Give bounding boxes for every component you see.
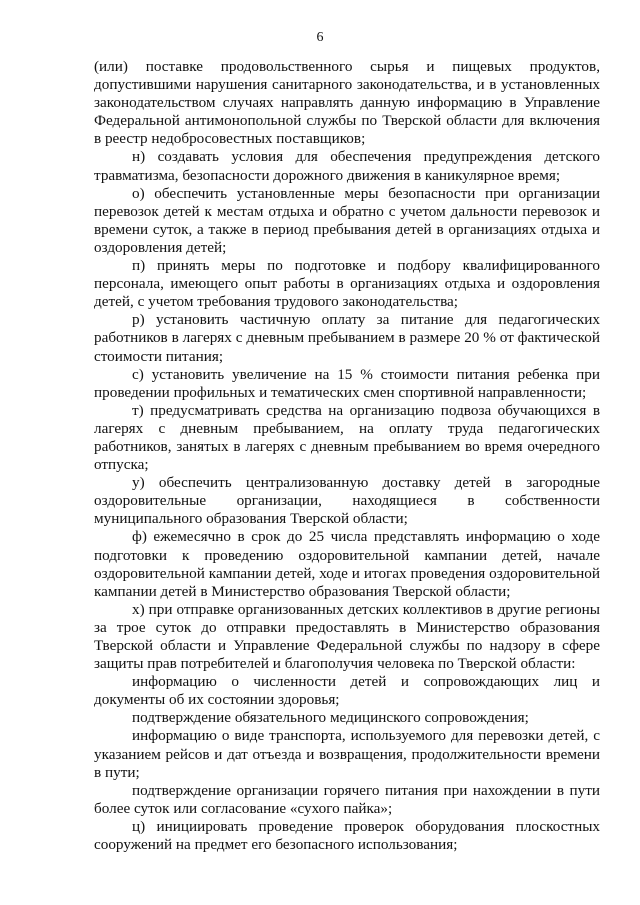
paragraph-item-h: х) при отправке организованных детских коллективов в другие регионы за трое суток до отправки предоставлять в Министерство образования Тверской области и Управление Федеральной службы по надзору в сфере защиты прав потребителей и благополучия человека по Тверской области: — [94, 600, 600, 673]
paragraph-item-f: ф) ежемесячно в срок до 25 числа представлять информацию о ходе подготовки к проведению оздоровительной кампании детей, начале оздоровительной кампании детей, ходе и итогах проведения оздоровительной кампании детей в Министерство образования Тверской области; — [94, 528, 600, 600]
paragraph-item-u: у) обеспечить централизованную доставку детей в загородные оздоровительные организации, находящиеся в собственности муниципального образования Тверской области; — [94, 474, 600, 528]
paragraph-subitem-meals: подтверждение организации горячего питания при нахождении в пути более суток или согласование «сухого пайка»; — [94, 781, 600, 817]
paragraph-subitem-transport: информацию о виде транспорта, используемого для перевозки детей, с указанием рейсов и дат отъезда и возвращения, продолжительности времени в пути; — [94, 727, 600, 781]
paragraph-continuation: (или) поставке продовольственного сырья и пищевых продуктов, допустившими нарушения санитарного законодательства, и в установленных законодательством случаях направлять данную информацию в Управление Федеральной антимонопольной службы по Тверской области для включения в реестр недобросовестных поставщиков; — [94, 58, 600, 148]
paragraph-item-p: п) принять меры по подготовке и подбору квалифицированного персонала, имеющего опыт работы в организациях отдыха и оздоровления детей, с учетом требования трудового законодательства; — [94, 257, 600, 311]
paragraph-item-n: н) создавать условия для обеспечения предупреждения детского травматизма, безопасности дорожного движения в каникулярное время; — [94, 148, 600, 184]
paragraph-item-s: с) установить увеличение на 15 % стоимости питания ребенка при проведении профильных и тематических смен спортивной направленности; — [94, 365, 600, 401]
document-body — [94, 58, 600, 854]
paragraph-subitem-children-info: информацию о численности детей и сопровождающих лиц и документы об их состоянии здоровья; — [94, 673, 600, 709]
page-number: 6 — [316, 30, 324, 45]
paragraph-item-t: т) предусматривать средства на организацию подвоза обучающихся в лагерях с дневным пребыванием, на оплату труда педагогических работников, занятых в лагерях с дневным пребыванием во время очередного отпуска; — [94, 401, 600, 474]
paragraph-subitem-medical: подтверждение обязательного медицинского сопровождения; — [132, 709, 529, 727]
paragraph-item-o: о) обеспечить установленные меры безопасности при организации перевозок детей к местам отдыха и обратно с учетом дальности перевозок и времени суток, а также в период пребывания детей в организациях отдыха и оздоровления детей; — [94, 184, 600, 256]
paragraph-item-r: р) установить частичную оплату за питание для педагогических работников в лагерях с дневным пребыванием в размере 20 % от фактической стоимости питания; — [94, 311, 600, 365]
paragraph-item-ts: ц) инициировать проведение проверок оборудования плоскостных сооружений на предмет его безопасного использования; — [94, 817, 600, 854]
